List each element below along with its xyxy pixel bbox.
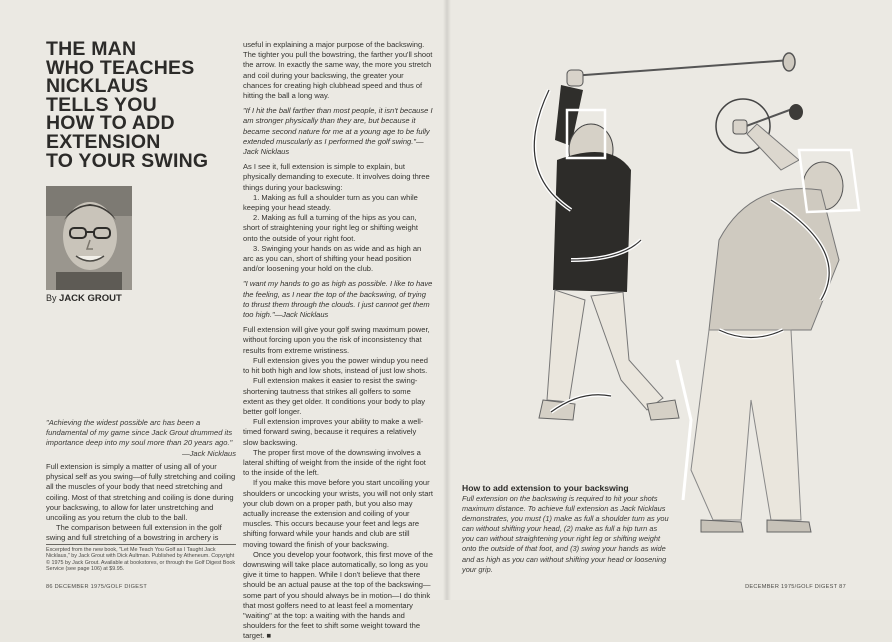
list-item: 3. Swinging your hands on as wide and as high an arc as you can, short of shifting your head position and/or loosening your hold on the club. <box>243 243 422 274</box>
headline-line: HOW TO ADD <box>46 112 175 135</box>
article-headline <box>46 40 236 170</box>
body-column-1 <box>46 462 236 544</box>
caption-text: Full extension on the backswing is required to hit your shots maximum distance. To achieve full extension as Jack Nicklaus demonstrates, you must (1) make as full a shoulder turn as you can without shifting your head, (2) make as full a hip turn as you can without straightening your right leg or shifting weight onto the outside of that foot, and (3) swing your hands as wide and as high as you can without shifting your head or loosening your grip. <box>462 494 669 574</box>
pull-quote-text: "Achieving the widest possible arc has been a fundamental of my game since Jack Grout drummed its importance deep into my soul more than 20 years ago." <box>46 418 233 448</box>
byline <box>46 293 122 304</box>
list-item: 2. Making as full a turning of the hips as you can, short of straightening your right leg or shifting weight onto the outside of your right foot. <box>243 213 418 243</box>
paragraph: Once you develop your footwork, this first move of the downswing will take place automatically, so long as you give it time to happen. While I don't believe that there should be an actual pause at the top of the backswing—some part of you should always be in motion—I do think that most golfers need to at least feel a momentary "waiting" at the top: a waiting with the hands and shoulders for the feet to shift some weight toward the target. ■ <box>243 549 433 641</box>
author-photo <box>46 186 132 290</box>
paragraph: useful in explaining a major purpose of the backswing. The tighter you pull the bowstring, the farther you'll shoot the arrow. In exactly the same way, the more you stretch and coil during your backswing, the greater your chances for creating high clubhead speed and thus of hitting the ball a long way. <box>243 40 433 101</box>
nicklaus-quote: "I want my hands to go as high as possible. I like to have the feeling, as I near the top of the backswing, of trying to thrust them through the clouds. I just cannot get them too high."—Jack Nicklaus <box>243 279 433 320</box>
headline-line: EXTENSION <box>46 130 161 153</box>
caption-title: How to add extension to your backswing <box>462 483 629 493</box>
author-portrait-illustration <box>46 186 132 290</box>
paragraph: As I see it, full extension is simple to explain, but physically demanding to execute. It involves doing three things during your backswing: <box>243 162 430 192</box>
paragraph: Full extension improves your ability to make a well-timed forward swing, because it requires a relatively slow backswing. <box>243 417 424 447</box>
page-gutter <box>443 0 451 600</box>
headline-line: TELLS YOU <box>46 93 157 116</box>
paragraph: The proper first move of the downswing involves a lateral shifting of weight from the inside of the right foot to the inside of the left. <box>243 447 426 478</box>
byline-author: JACK GROUT <box>59 293 122 304</box>
paragraph: The comparison between full extension in the golf swing and full stretching of a bowstring in archery is <box>46 523 222 543</box>
pull-quote-attribution: —Jack Nicklaus <box>181 448 236 458</box>
list-item: 1. Making as full a shoulder turn as you can while keeping your head steady. <box>243 192 418 213</box>
headline-line: WHO TEACHES <box>46 56 195 79</box>
golfer-figure-front <box>677 99 859 532</box>
paragraph: If you make this move before you start uncoiling your shoulders or uncocking your wrists, you will not only start your club down on a proper path, but you also may actually increase the extension and coiling of your muscles. This occurs because your feet and legs are shifting forward while your hands and club are still moving toward the finish of your backswing. <box>243 478 434 549</box>
paragraph: Full extension is simply a matter of using all of your physical self as you swing—of fully stretching and coiling all the muscles of your body that need stretching and coiling. Most of that stretching and coiling is done during your backswing, to allow for later unstretching and uncoiling as you return the club to the ball. <box>46 462 236 523</box>
headline-line: THE MAN <box>46 38 137 60</box>
body-column-2 <box>243 40 433 642</box>
headline-line: TO YOUR SWING <box>46 149 209 172</box>
footnote: Excerpted from the new book, "Let Me Teach You Golf as I Taught Jack Nicklaus," by Jack Grout with Dick Aultman. Published by Atheneum. Copyright © 1975 by Jack Grout. Available at bookstores, or through the Golf Digest Book Service (see page 106) at $9.95. <box>46 544 236 573</box>
headline-line: NICKLAUS <box>46 75 149 98</box>
folio-right: DECEMBER 1975/GOLF DIGEST 87 <box>745 584 846 590</box>
paragraph: Full extension will give your golf swing maximum power, without forcing upon you the risk of inconsistency that results from extreme wristiness. <box>243 325 430 355</box>
nicklaus-quote: "If I hit the ball farther than most people, it isn't because I am stronger physically than they are, but because it became second nature for me at a young age to be fully extended muscularly as I performed the golf swing."—Jack Nicklaus <box>243 106 433 157</box>
paragraph: Full extension gives you the power windup you need to hit both high and low shots, instead of just low shots. <box>243 355 428 376</box>
pull-quote <box>46 418 236 459</box>
folio-left: 86 DECEMBER 1975/GOLF DIGEST <box>46 584 148 590</box>
paragraph: Full extension makes it easier to resist the swing-shortening tautness that strikes all golfers to some extent as they get older. It conditions your body to play better golf longer. <box>243 376 426 416</box>
byline-prefix: By <box>46 293 57 303</box>
